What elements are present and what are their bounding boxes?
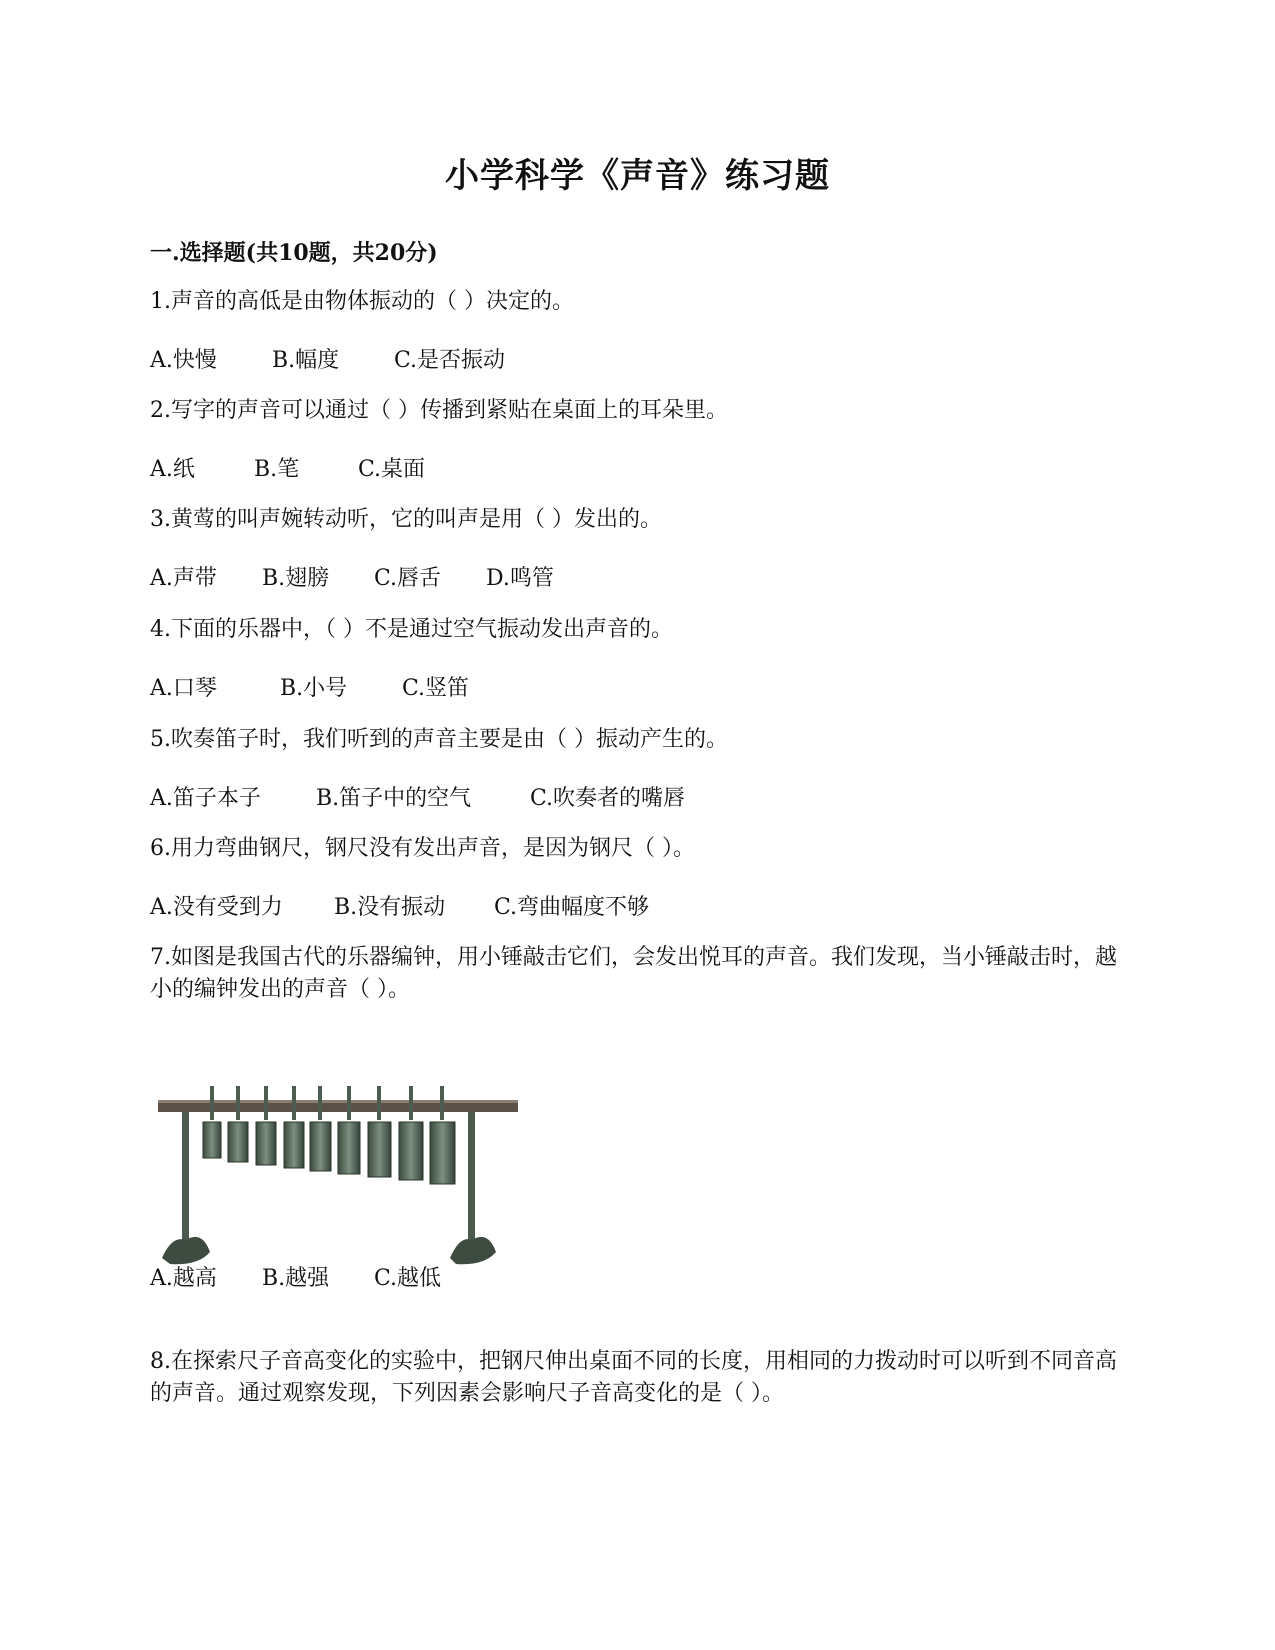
question-1-options	[150, 343, 505, 374]
option: C.唇舌	[374, 566, 442, 591]
option: C.竖笛	[402, 676, 470, 701]
question-5: 5.吹奏笛子时，我们听到的声音主要是由（ ）振动产生的。	[150, 727, 728, 752]
question-6-options	[150, 890, 649, 921]
question-4: 4.下面的乐器中，（ ）不是通过空气振动发出声音的。	[150, 617, 673, 642]
option: B.越强	[262, 1266, 330, 1291]
option: A.快慢	[150, 348, 217, 373]
section-heading: 一.选择题(共10题，共20分)	[150, 240, 438, 266]
option: C.越低	[374, 1266, 442, 1291]
option: A.口琴	[150, 676, 217, 701]
option: A.笛子本子	[150, 786, 261, 811]
option: A.没有受到力	[150, 895, 283, 920]
question-7-options	[150, 1261, 441, 1292]
option: C.弯曲幅度不够	[494, 895, 650, 920]
question-6: 6.用力弯曲钢尺，钢尺没有发出声音，是因为钢尺（ ）。	[150, 836, 695, 861]
option: B.小号	[280, 676, 348, 701]
question-8: 8.在探索尺子音高变化的实验中，把钢尺伸出桌面不同的长度，用相同的力拨动时可以听到不同音高的声音。通过观察发现，下列因素会影响尺子音高变化的是（ ）。	[150, 1349, 1117, 1406]
option: B.没有振动	[334, 895, 446, 920]
question-1: 1.声音的高低是由物体振动的（ ）决定的。	[150, 289, 574, 314]
option: D.鸣管	[486, 566, 554, 591]
question-3-options	[150, 561, 554, 592]
option: A.声带	[150, 566, 217, 591]
option: C.是否振动	[394, 348, 506, 373]
option: B.笛子中的空气	[316, 786, 472, 811]
option: B.笔	[254, 457, 300, 482]
page-title: 小学科学《声音》练习题	[445, 156, 830, 196]
question-3: 3.黄莺的叫声婉转动听，它的叫声是用（ ）发出的。	[150, 507, 662, 532]
option: A.越高	[150, 1266, 217, 1291]
option: B.翅膀	[262, 566, 330, 591]
option: B.幅度	[272, 348, 340, 373]
question-7: 7.如图是我国古代的乐器编钟，用小锤敲击它们，会发出悦耳的声音。我们发现，当小锤敲击时，越小的编钟发出的声音（ ）。	[150, 945, 1117, 1002]
question-2-options	[150, 452, 425, 483]
bianzhong-bells-image	[150, 1080, 530, 1270]
option: A.纸	[150, 457, 195, 482]
question-5-options	[150, 781, 685, 812]
question-2: 2.写字的声音可以通过（ ）传播到紧贴在桌面上的耳朵里。	[150, 398, 728, 423]
option: C.桌面	[358, 457, 426, 482]
option: C.吹奏者的嘴唇	[530, 786, 686, 811]
question-4-options	[150, 671, 469, 702]
bianzhong-illustration	[150, 1080, 530, 1270]
